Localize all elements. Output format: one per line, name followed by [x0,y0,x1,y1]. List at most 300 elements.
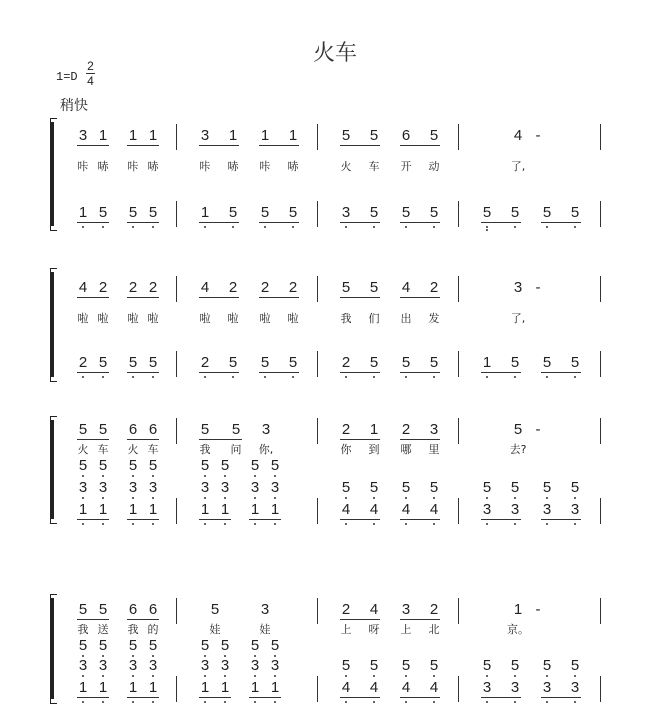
beam-underline [127,519,159,520]
accompaniment-note: 1 [250,501,260,518]
lyric: 发 [428,312,440,325]
octave-dot [486,701,488,703]
melody-note: 3 [260,601,270,618]
barline [317,498,318,524]
barline [600,418,601,444]
octave-dot [514,226,516,228]
accompaniment-note: 3 [510,501,520,518]
octave-dot [345,376,347,378]
tempo-marking: 稍快 [60,98,88,114]
octave-dot [405,523,407,525]
barline [600,276,601,302]
beam-underline [199,439,242,440]
beam-underline [77,145,109,146]
beam-underline [400,372,440,373]
octave-dot [132,376,134,378]
bracket-cap-bottom [50,519,57,524]
time-signature [86,60,95,87]
accompaniment-note: 1 [98,679,108,696]
accompaniment-note: 3 [128,657,138,674]
barline [458,498,459,524]
lyric: 哧 [97,160,109,173]
octave-dot [254,497,256,499]
accompaniment-note: 5 [429,354,439,371]
octave-dot [574,523,576,525]
melody-note: 2 [128,279,138,296]
octave-dot [486,497,488,499]
lyric: 哪 [400,443,412,456]
accompaniment-note: 3 [570,679,580,696]
octave-dot [204,497,206,499]
octave-dot [373,497,375,499]
octave-dot [102,226,104,228]
octave-dot [82,475,84,477]
octave-dot [373,675,375,677]
melody-note: 6 [128,421,138,438]
octave-dot [486,376,488,378]
octave-dot [373,376,375,378]
accompaniment-note: 5 [98,637,108,654]
accompaniment-note: 3 [78,479,88,496]
melody-note: 4 [369,601,379,618]
accompaniment-note: 1 [200,501,210,518]
barline [317,598,318,624]
beam-underline [127,372,159,373]
accompaniment-note: 5 [250,457,260,474]
melody-note: 3 [78,127,88,144]
melody-note: 5 [98,421,108,438]
octave-dot [204,675,206,677]
melody-note: 5 [200,421,210,438]
accompaniment-note: 5 [148,637,158,654]
octave-dot [345,226,347,228]
accompaniment-note: 3 [482,679,492,696]
octave-dot [224,675,226,677]
melody-note: 2 [429,601,439,618]
beam-underline [199,222,239,223]
octave-dot [224,475,226,477]
lyric: 了, [510,160,526,173]
accompaniment-note: 2 [200,354,210,371]
accompaniment-note: 5 [542,479,552,496]
accompaniment-note: 5 [401,657,411,674]
accompaniment-note: 1 [250,679,260,696]
melody-note: 5 [231,421,241,438]
barline [176,418,177,444]
barline [317,351,318,377]
lyric: 你, [258,443,274,456]
beam-underline [400,439,440,440]
accompaniment-note: 5 [369,479,379,496]
beam-underline [400,222,440,223]
time-signature-bottom: 4 [87,74,94,88]
accompaniment-note: 3 [570,501,580,518]
octave-dot [433,701,435,703]
octave-dot [574,226,576,228]
octave-dot [82,497,84,499]
accompaniment-note: 3 [542,679,552,696]
accompaniment-note: 5 [78,637,88,654]
melody-note: 5 [78,421,88,438]
octave-dot [292,226,294,228]
octave-dot [102,701,104,703]
melody-note: 5 [210,601,220,618]
beam-underline [340,519,380,520]
lyric: 车 [368,160,380,173]
octave-dot [345,701,347,703]
octave-dot [254,523,256,525]
barline [176,276,177,302]
melody-note: 1 [513,601,523,618]
accompaniment-note: 4 [341,501,351,518]
accompaniment-note: 5 [128,637,138,654]
melody-note: 3 [513,279,523,296]
melody-note: 6 [128,601,138,618]
octave-dot [224,701,226,703]
bracket-cap-bottom [50,226,57,231]
accompaniment-note: 5 [98,457,108,474]
beam-underline [340,297,380,298]
bracket-cap-top [50,594,57,599]
lyric: 火 [127,443,139,456]
octave-dot [405,226,407,228]
accompaniment-note: 4 [341,679,351,696]
lyric: 们 [368,312,380,325]
melody-note: 1 [260,127,270,144]
octave-dot [405,497,407,499]
accompaniment-note: 5 [288,204,298,221]
octave-dot [132,475,134,477]
lyric: 里 [428,443,440,456]
accompaniment-note: 5 [510,354,520,371]
beam-underline [481,222,521,223]
barline [458,201,459,227]
octave-dot [433,226,435,228]
octave-dot [433,523,435,525]
beam-underline [340,619,380,620]
accompaniment-note: 3 [482,501,492,518]
beam-underline [340,222,380,223]
time-signature-top: 2 [87,59,94,73]
melody-note: 2 [98,279,108,296]
barline [458,124,459,150]
octave-dot [232,226,234,228]
beam-underline [400,697,440,698]
lyric: 我 [127,623,139,636]
lyric: 哧 [147,160,159,173]
octave-dot [514,701,516,703]
accompaniment-note: 5 [401,354,411,371]
octave-dot [546,701,548,703]
accompaniment-note: 1 [78,501,88,518]
melody-note: 5 [369,279,379,296]
octave-dot [373,523,375,525]
lyric: 哧 [287,160,299,173]
octave-dot [486,229,488,231]
beam-underline [199,145,239,146]
octave-dot [373,226,375,228]
accompaniment-note: 5 [228,354,238,371]
accompaniment-note: 5 [341,657,351,674]
lyric: 啦 [127,312,139,325]
dash-hold: - [535,279,541,296]
beam-underline [127,145,159,146]
octave-dot [102,675,104,677]
barline [176,598,177,624]
melody-note: 2 [341,601,351,618]
song-title: 火车 [312,41,357,66]
accompaniment-note: 5 [341,479,351,496]
accompaniment-note: 1 [78,679,88,696]
melody-note: 2 [228,279,238,296]
octave-dot [254,475,256,477]
lyric: 啦 [147,312,159,325]
system-bracket [50,598,54,699]
melody-note: 6 [148,421,158,438]
beam-underline [127,439,159,440]
octave-dot [102,376,104,378]
beam-underline [400,297,440,298]
accompaniment-note: 1 [148,679,158,696]
melody-note: 5 [369,127,379,144]
beam-underline [77,222,109,223]
accompaniment-note: 5 [429,204,439,221]
beam-underline [199,372,239,373]
melody-note: 1 [288,127,298,144]
lyric: 北 [428,623,440,636]
octave-dot [546,226,548,228]
accompaniment-note: 5 [220,637,230,654]
accompaniment-note: 5 [128,457,138,474]
octave-dot [132,701,134,703]
accompaniment-note: 1 [482,354,492,371]
accompaniment-note: 3 [341,204,351,221]
barline [176,498,177,524]
beam-underline [77,297,109,298]
octave-dot [232,376,234,378]
lyric: 啦 [77,312,89,325]
beam-underline [400,519,440,520]
octave-dot [82,376,84,378]
octave-dot [574,675,576,677]
octave-dot [433,497,435,499]
accompaniment-note: 3 [220,657,230,674]
octave-dot [546,523,548,525]
octave-dot [152,226,154,228]
accompaniment-note: 5 [148,354,158,371]
accompaniment-note: 5 [148,457,158,474]
lyric: 咔 [127,160,139,173]
accompaniment-note: 3 [98,479,108,496]
beam-underline [127,619,159,620]
accompaniment-note: 5 [401,479,411,496]
beam-underline [541,222,581,223]
barline [600,351,601,377]
accompaniment-note: 5 [260,354,270,371]
barline [176,351,177,377]
system-bracket [50,122,54,226]
octave-dot [152,475,154,477]
melody-note: 5 [341,279,351,296]
accompaniment-note: 3 [510,679,520,696]
lyric: 咔 [77,160,89,173]
octave-dot [224,497,226,499]
lyric: 火 [77,443,89,456]
lyric: 了, [510,312,526,325]
octave-dot [102,497,104,499]
beam-underline [340,697,380,698]
beam-underline [400,619,440,620]
octave-dot [514,675,516,677]
accompaniment-note: 5 [429,657,439,674]
beam-underline [340,372,380,373]
melody-note: 1 [148,127,158,144]
octave-dot [204,475,206,477]
accompaniment-note: 4 [429,501,439,518]
accompaniment-note: 4 [429,679,439,696]
octave-dot [373,701,375,703]
accompaniment-note: 5 [128,354,138,371]
lyric: 啦 [97,312,109,325]
lyric: 火 [340,160,352,173]
octave-dot [264,376,266,378]
dash-hold: - [535,421,541,438]
octave-dot [274,497,276,499]
octave-dot [132,675,134,677]
octave-dot [345,523,347,525]
accompaniment-note: 1 [270,679,280,696]
accompaniment-note: 1 [78,204,88,221]
accompaniment-note: 5 [148,204,158,221]
octave-dot [82,226,84,228]
barline [458,418,459,444]
accompaniment-note: 5 [270,457,280,474]
lyric: 娃 [259,623,271,636]
melody-note: 5 [513,421,523,438]
melody-note: 2 [401,421,411,438]
barline [317,276,318,302]
melody-note: 2 [429,279,439,296]
octave-dot [433,376,435,378]
barline [600,598,601,624]
bracket-cap-bottom [50,699,57,704]
system-bracket [50,272,54,377]
lyric: 啦 [287,312,299,325]
barline [176,201,177,227]
barline [458,598,459,624]
octave-dot [405,675,407,677]
octave-dot [274,675,276,677]
melody-note: 4 [513,127,523,144]
octave-dot [486,226,488,228]
barline [176,676,177,702]
beam-underline [199,297,239,298]
lyric: 上 [340,623,352,636]
melody-note: 2 [341,421,351,438]
melody-note: 2 [260,279,270,296]
melody-note: 3 [429,421,439,438]
accompaniment-note: 5 [78,457,88,474]
accompaniment-note: 5 [570,204,580,221]
beam-underline [199,519,231,520]
accompaniment-note: 3 [200,479,210,496]
accompaniment-note: 3 [78,657,88,674]
octave-dot [204,226,206,228]
octave-dot [274,523,276,525]
melody-note: 4 [78,279,88,296]
accompaniment-note: 5 [369,204,379,221]
octave-dot [204,523,206,525]
barline [317,124,318,150]
accompaniment-note: 3 [250,479,260,496]
octave-dot [345,675,347,677]
octave-dot [274,475,276,477]
lyric: 咔 [259,160,271,173]
barline [600,498,601,524]
lyric: 出 [400,312,412,325]
accompaniment-note: 3 [270,479,280,496]
accompaniment-note: 3 [542,501,552,518]
accompaniment-note: 3 [220,479,230,496]
beam-underline [481,697,521,698]
accompaniment-note: 5 [482,479,492,496]
barline [600,124,601,150]
barline [458,351,459,377]
accompaniment-note: 4 [401,679,411,696]
accompaniment-note: 5 [250,637,260,654]
beam-underline [127,222,159,223]
accompaniment-note: 5 [270,637,280,654]
accompaniment-note: 5 [482,657,492,674]
lyric: 咔 [199,160,211,173]
beam-underline [340,439,380,440]
melody-note: 4 [401,279,411,296]
octave-dot [224,523,226,525]
octave-dot [152,376,154,378]
accompaniment-note: 2 [78,354,88,371]
accompaniment-note: 3 [128,479,138,496]
accompaniment-note: 1 [128,501,138,518]
octave-dot [82,523,84,525]
octave-dot [345,497,347,499]
bracket-cap-top [50,118,57,123]
accompaniment-note: 5 [200,637,210,654]
octave-dot [82,701,84,703]
lyric: 车 [147,443,159,456]
octave-dot [254,701,256,703]
octave-dot [82,675,84,677]
accompaniment-note: 5 [510,479,520,496]
accompaniment-note: 1 [128,679,138,696]
accompaniment-note: 5 [510,657,520,674]
lyric: 动 [428,160,440,173]
octave-dot [102,523,104,525]
accompaniment-note: 4 [369,679,379,696]
key-signature: 1=D [56,70,78,84]
bracket-cap-top [50,268,57,273]
octave-dot [546,497,548,499]
barline [317,676,318,702]
octave-dot [292,376,294,378]
accompaniment-note: 5 [542,354,552,371]
accompaniment-note: 3 [148,479,158,496]
octave-dot [546,376,548,378]
octave-dot [102,475,104,477]
barline [600,676,601,702]
octave-dot [132,226,134,228]
beam-underline [77,697,109,698]
lyric: 车 [97,443,109,456]
